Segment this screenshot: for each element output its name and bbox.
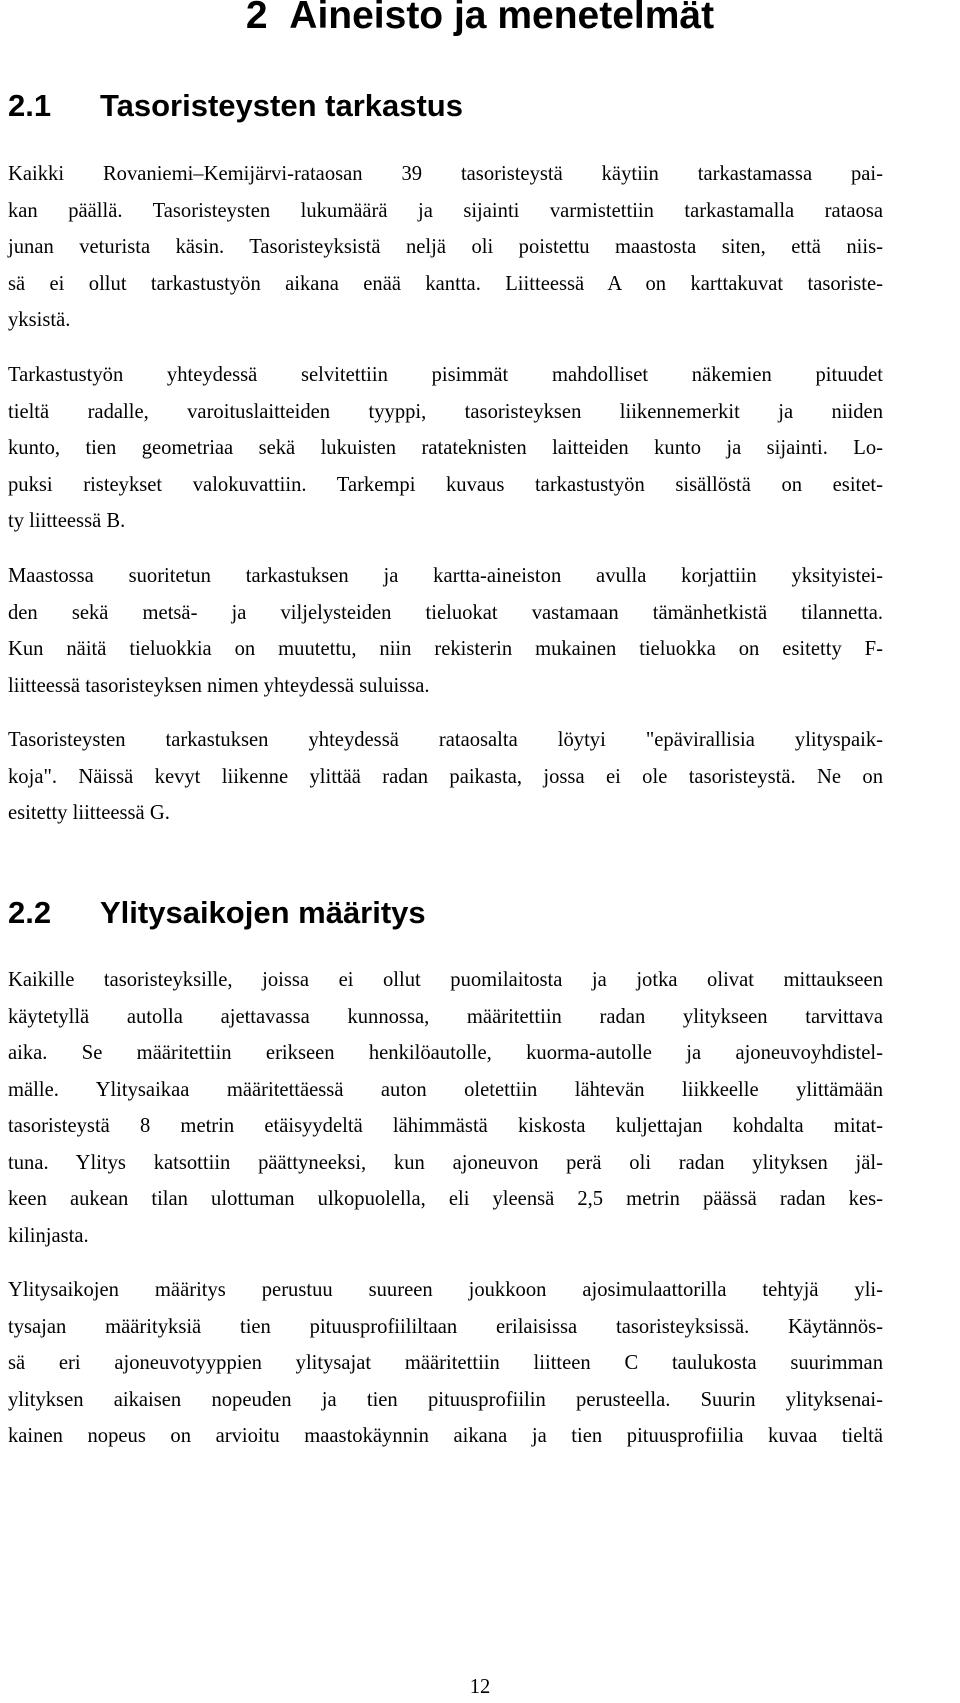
section-heading-2-2 [8,895,426,931]
text-line: den sekä metsä- ja viljelysteiden tieluokat vastamaan tämänhetkistä tilannetta. [8,601,883,624]
text-line: Kun näitä tieluokkia on muutettu, niin rekisterin mukainen tieluokka on esitetty F- [8,638,883,660]
chapter-title: Aineisto ja menetelmät [289,0,715,37]
section-title: Tasoristeysten tarkastus [100,88,463,123]
paragraph [8,1272,883,1455]
text-line: kan päällä. Tasoristeysten lukumäärä ja sijainti varmistettiin tarkastamalla rataosa [8,199,883,222]
text-line: esitetty liitteessä G. [8,802,170,824]
section-number: 2.2 [8,895,52,930]
section-heading-2-1 [8,88,463,124]
text-line: Kaikille tasoristeyksille, joissa ei ollut puomilaitosta ja jotka olivat mittaukseen [8,969,883,991]
text-line: liitteessä tasoristeyksen nimen yhteydessä suluissa. [8,674,430,697]
text-line: ylityksen aikaisen nopeuden ja tien pituusprofiilin perusteella. Suurin ylityksenai- [8,1388,883,1411]
text-line: Maastossa suoritetun tarkastuksen ja kartta-aineiston avulla korjattiin yksityistei- [8,565,883,587]
section-title: Ylitysaikojen määritys [100,895,426,930]
paragraph [8,156,883,339]
text-line: keen aukean tilan ulottuman ulkopuolella, eli yleensä 2,5 metrin päässä radan kes- [8,1188,883,1210]
text-line: ty liitteessä B. [8,510,126,532]
text-line: aika. Se määritettiin erikseen henkilöautolle, kuorma-autolle ja ajoneuvoyhdistel- [8,1042,883,1064]
text-line: Ylitysaikojen määritys perustuu suureen joukkoon ajosimulaattorilla tehtyjä yli- [8,1279,883,1301]
chapter-number: 2 [245,0,268,37]
text-line: Kaikki Rovaniemi–Kemijärvi-rataosan 39 tasoristeystä käytiin tarkastamassa pai- [8,163,883,185]
text-line: sä eri ajoneuvotyyppien ylitysajat määritettiin liitteen C taulukosta suurimman [8,1352,883,1374]
text-line: tieltä radalle, varoituslaitteiden tyyppi, tasoristeyksen liikennemerkit ja niiden [8,400,883,423]
paragraph [8,722,883,832]
paragraph [8,558,883,704]
text-line: käytetyllä autolla ajettavassa kunnossa, määritettiin radan ylitykseen tarvittava [8,1005,883,1028]
text-line: yksistä. [8,309,71,331]
text-line: sä ei ollut tarkastustyön aikana enää kantta. Liitteessä A on karttakuvat tasoriste- [8,272,883,295]
text-line: kainen nopeus on arvioitu maastokäynnin aikana ja tien pituusprofiilia kuvaa tieltä [8,1425,883,1447]
paragraph [8,962,883,1254]
page-number: 12 [469,1676,491,1698]
text-line: junan veturista käsin. Tasoristeyksistä neljä oli poistettu maastosta siten, että niis- [8,236,883,258]
text-line: kunto, tien geometriaa sekä lukuisten ratateknisten laitteiden kunto ja sijainti. Lo- [8,437,883,459]
chapter-heading [0,0,960,38]
text-line: Tasoristeysten tarkastuksen yhteydessä rataosalta löytyi "epävirallisia ylityspaik- [8,729,883,751]
text-line: Tarkastustyön yhteydessä selvitettiin pisimmät mahdolliset näkemien pituudet [8,364,883,386]
text-line: tasoristeystä 8 metrin etäisyydeltä lähimmästä kiskosta kuljettajan kohdalta mitat- [8,1115,883,1137]
text-line: mälle. Ylitysaikaa määritettäessä auton oletettiin lähtevän liikkeelle ylittämään [8,1078,883,1101]
text-line: koja". Näissä kevyt liikenne ylittää radan paikasta, jossa ei ole tasoristeystä. Ne on [8,765,883,788]
text-line: kilinjasta. [8,1224,89,1247]
paragraph [8,357,883,540]
text-line: puksi risteykset valokuvattiin. Tarkempi kuvaus tarkastustyön sisällöstä on esitet- [8,473,883,496]
text-line: tuna. Ylitys katsottiin päättyneeksi, kun ajoneuvon perä oli radan ylityksen jäl- [8,1151,883,1174]
text-line: tysajan määrityksiä tien pituusprofiililtaan erilaisissa tasoristeyksissä. Käytännös- [8,1315,883,1338]
section-number: 2.1 [8,88,52,123]
